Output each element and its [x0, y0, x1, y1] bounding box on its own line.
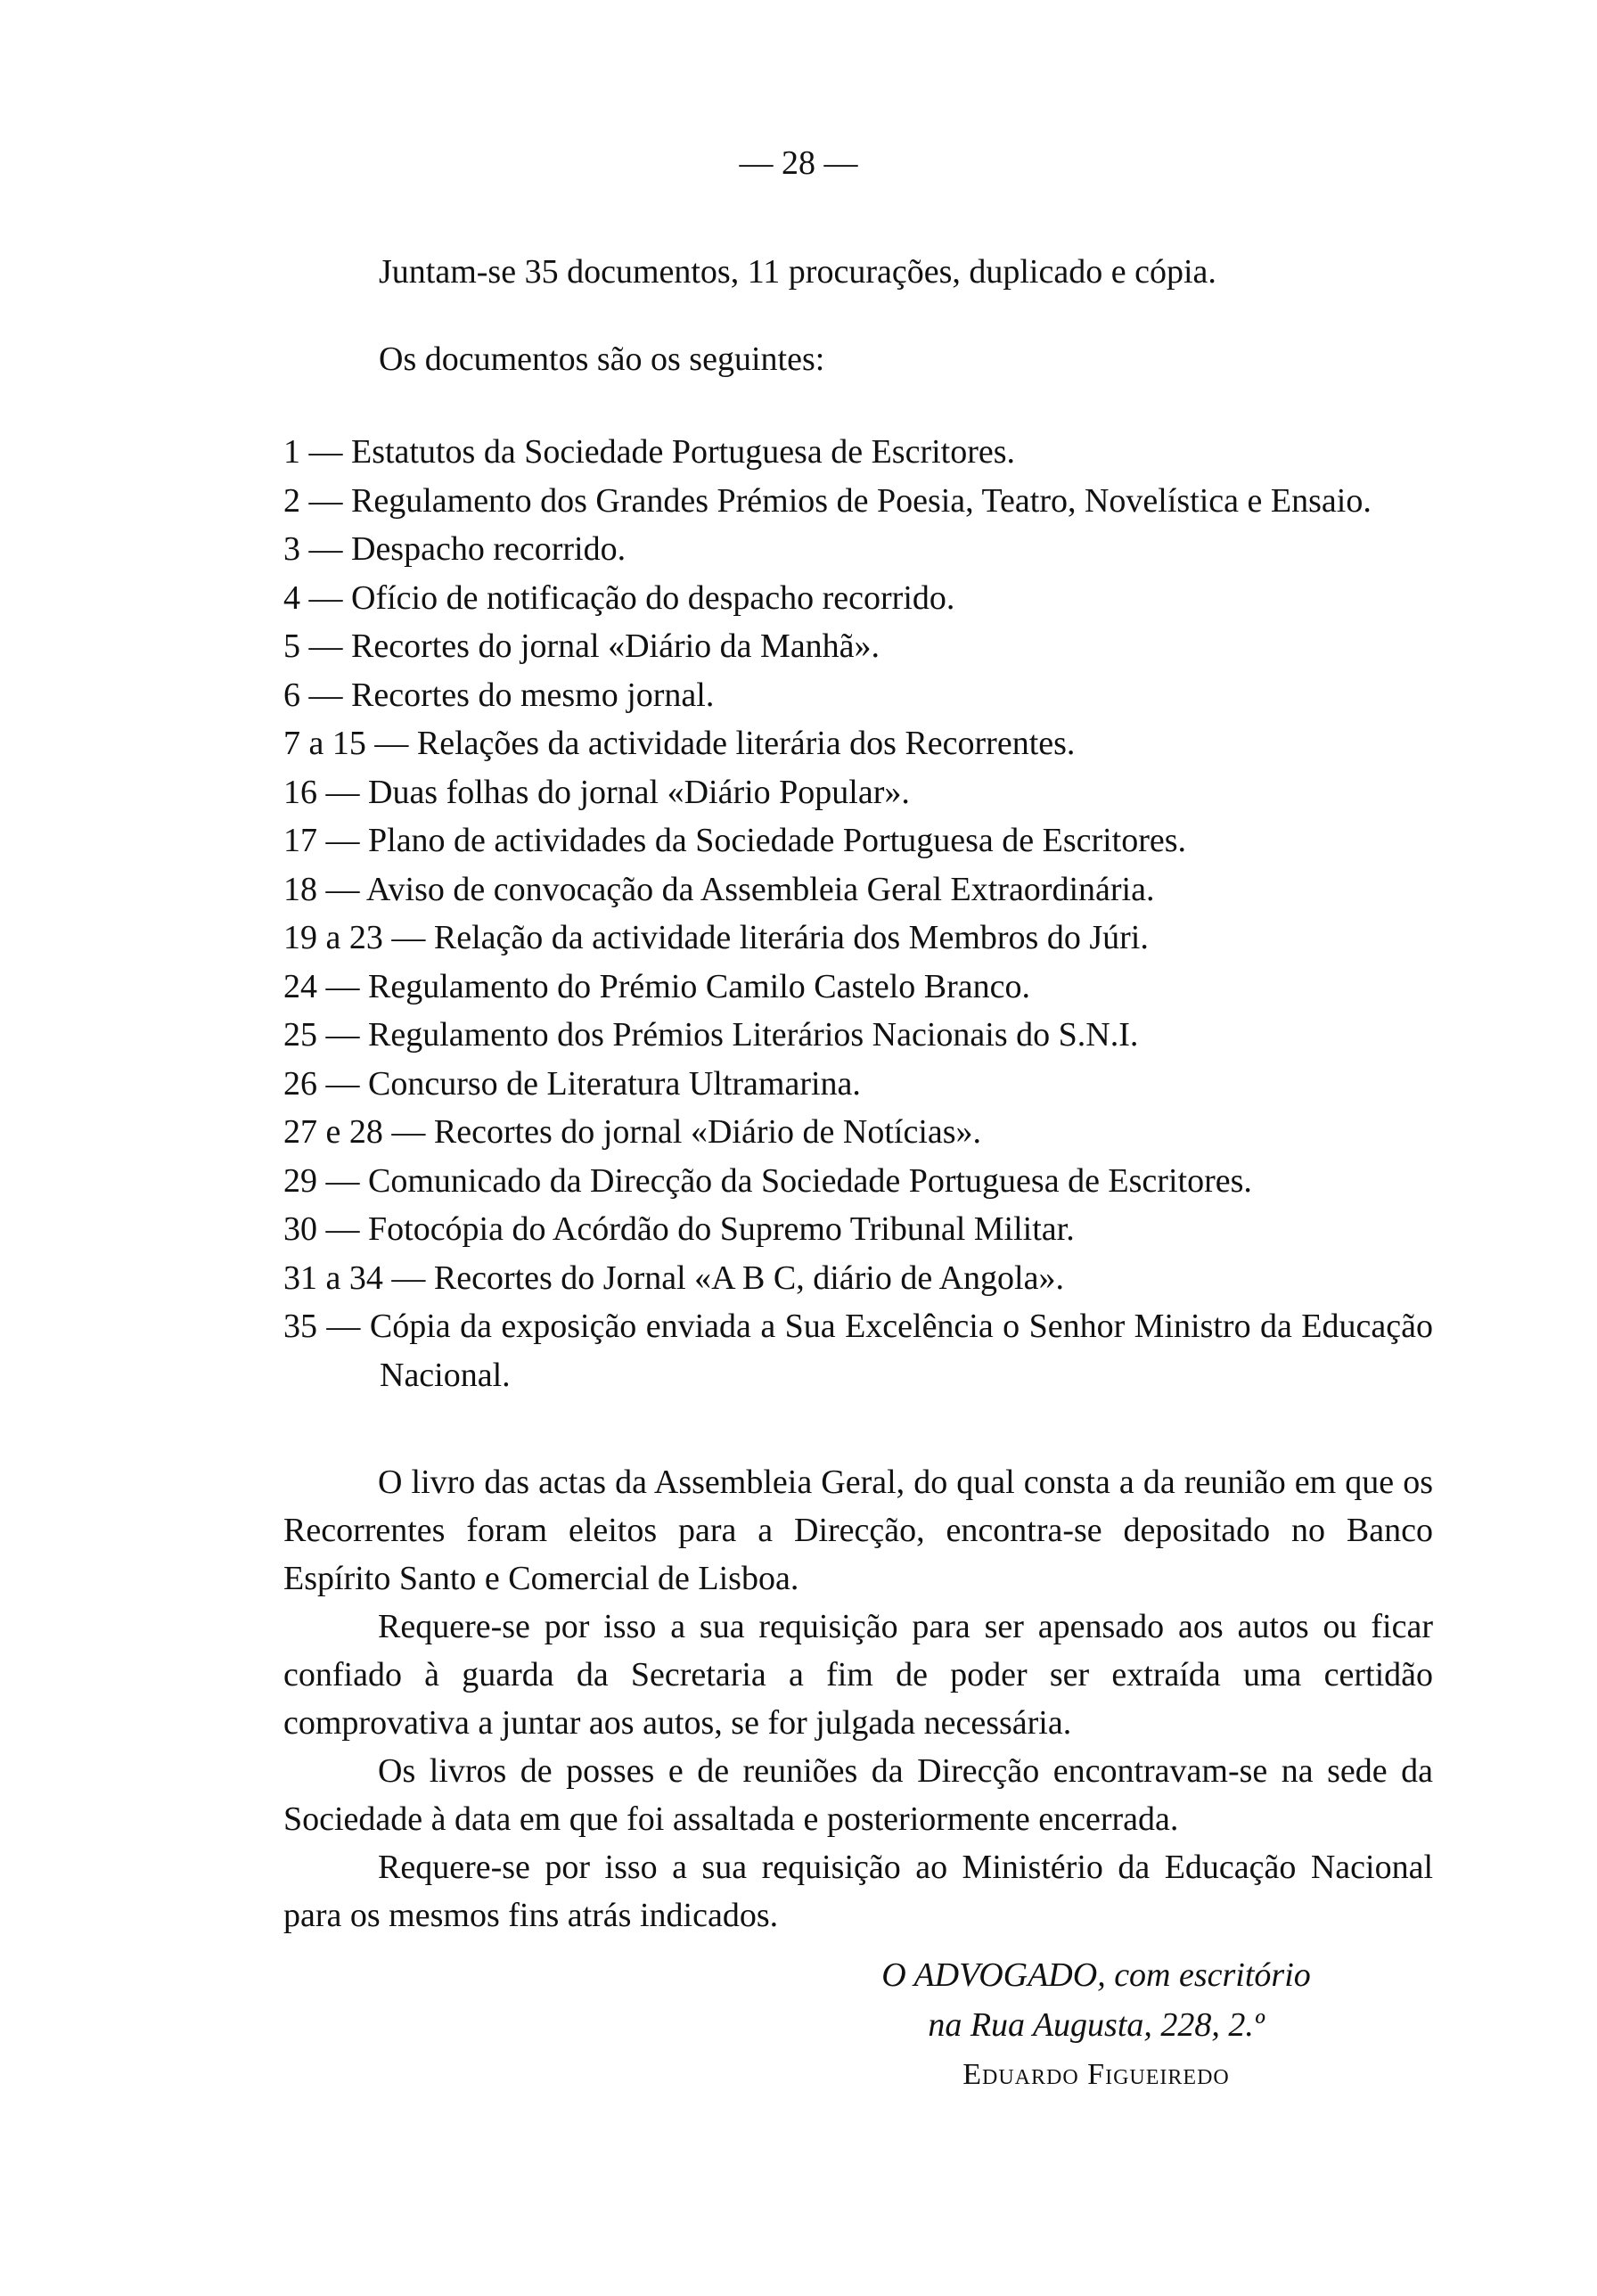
signature-line-1: O ADVOGADO, com escritório — [881, 1956, 1311, 1994]
list-item: 3 — Despacho recorrido. — [283, 530, 627, 568]
list-item: 17 — Plano de actividades da Sociedade Portuguesa de Escritores. — [283, 822, 1187, 859]
list-item: 4 — Ofício de notificação do despacho recorrido. — [283, 578, 955, 617]
list-item: 27 e 28 — Recortes do jornal «Diário de Notícias». — [283, 1113, 982, 1151]
body-text — [283, 1458, 1433, 1939]
list-item: 19 a 23 — Relação da actividade literária dos Membros do Júri. — [283, 919, 1149, 956]
list-item: 26 — Concurso de Literatura Ultramarina. — [283, 1064, 861, 1103]
documents-list — [283, 428, 1433, 1399]
signature-name: Eduardo Figueiredo — [962, 2058, 1230, 2091]
paragraph: Requere-se por isso a sua requisição ao Ministério da Educação Nacional para os mesmos fins atrás indicados. — [283, 1849, 1433, 1934]
list-item: 30 — Fotocópia do Acórdão do Supremo Tribunal Militar. — [283, 1210, 1075, 1248]
list-item: 7 a 15 — Relações da actividade literária dos Recorrentes. — [283, 725, 1076, 762]
list-item: 29 — Comunicado da Direcção da Sociedade Portuguesa de Escritores. — [283, 1161, 1252, 1200]
intro-line: Juntam-se 35 documentos, 11 procurações, duplicado e cópia. — [379, 253, 1216, 291]
page-number: — 28 — — [739, 144, 858, 182]
paragraph: Os livros de posses e de reuniões da Direcção encontravam-se na sede da Sociedade à data em que foi assaltada e posteriormente encerrada. — [283, 1752, 1433, 1838]
signature-block — [766, 1950, 1426, 2100]
list-item: 35 — Cópia da exposição enviada a Sua Excelência o Senhor Ministro da Educação Nacional. — [283, 1308, 1433, 1394]
list-item: 5 — Recortes do jornal «Diário da Manhã». — [283, 627, 880, 665]
list-heading: Os documentos são os seguintes: — [379, 340, 825, 378]
signature-line-2: na Rua Augusta, 228, 2.º — [928, 2006, 1265, 2044]
list-item: 24 — Regulamento do Prémio Camilo Castelo Branco. — [283, 967, 1030, 1005]
list-item: 25 — Regulamento dos Prémios Literários Nacionais do S.N.I. — [283, 1016, 1139, 1054]
list-item: 18 — Aviso de convocação da Assembleia Geral Extraordinária. — [283, 870, 1155, 908]
list-item: 2 — Regulamento dos Grandes Prémios de Poesia, Teatro, Novelística e Ensaio. — [283, 481, 1372, 520]
list-item: 31 a 34 — Recortes do Jornal «A B C, diário de Angola». — [283, 1259, 1064, 1297]
paragraph: O livro das actas da Assembleia Geral, do qual consta a da reunião em que os Recorrentes foram eleitos para a Direcção, encontra-se depositado no Banco Espírito Santo e Comercial de Lisboa. — [283, 1464, 1433, 1597]
list-item: 1 — Estatutos da Sociedade Portuguesa de Escritores. — [283, 433, 1016, 471]
list-item: 6 — Recortes do mesmo jornal. — [283, 676, 715, 714]
paragraph: Requere-se por isso a sua requisição para ser apensado aos autos ou ficar confiado à guarda da Secretaria a fim de poder ser extraída uma certidão comprovativa a juntar aos autos, se for julgada necessária. — [283, 1608, 1433, 1742]
list-item: 16 — Duas folhas do jornal «Diário Popular». — [283, 773, 910, 811]
